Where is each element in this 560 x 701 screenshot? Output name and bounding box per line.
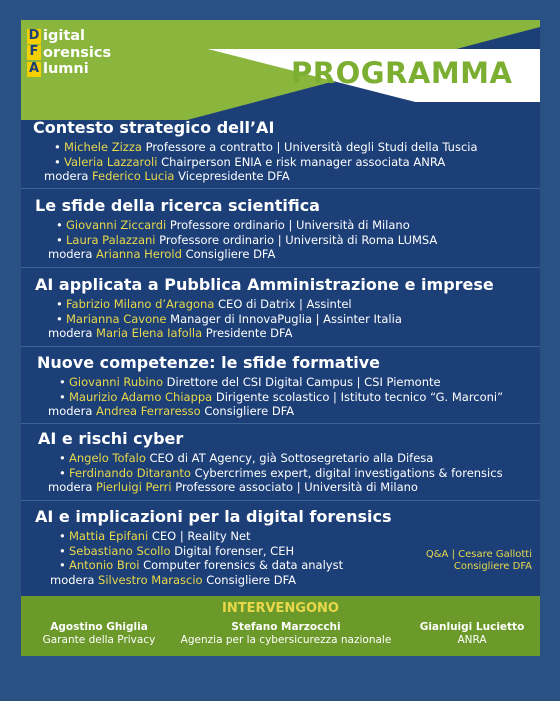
footer-speaker [171,621,401,647]
speaker-name: Valeria Lazzaroli [64,154,158,169]
speaker-name: Michele Zizza [64,140,142,154]
list-item: • Michele Zizza Professore a contratto | Università degli Studi della Tuscia [54,140,478,154]
speaker-role: Digital forenser, CEH [174,543,295,558]
footer-speaker-role: Garante della Privacy [42,634,156,646]
speaker-name: Mattia Epifani [69,529,149,543]
section-title: AI e implicazioni per la digital forensics [35,507,392,526]
list-item: • Mattia Epifani CEO | Reality Net [59,529,251,543]
moderator-name: Silvestro Marascio [98,572,203,587]
moderator [21,326,540,341]
list-item: • Antonio Broi Computer forensics & data analyst [59,558,344,572]
footer-speaker-name: Stefano Marzocchi [231,621,341,633]
divider [21,267,540,268]
footer-speaker-role: ANRA [457,634,487,646]
section-competenze [21,353,540,419]
list-item: • Valeria Lazzaroli Chairperson ENIA e risk manager associata ANRA [54,154,446,169]
moderator-name: Arianna Herold [96,247,182,261]
moderator-name: Pierluigi Perri [96,480,172,494]
page-title: PROGRAMMA [291,56,513,90]
moderator-label: modera [48,247,93,261]
speaker-name: Angelo Tofalo [69,451,146,465]
list-item: • Maurizio Adamo Chiappa Dirigente scolastico | Istituto tecnico “G. Marconi” [59,389,504,404]
speaker-role: Cybercrimes expert, digital investigations & forensics [194,465,503,480]
speaker-role: CEO di Datrix | Assintel [218,297,352,311]
list-item: • Marianna Cavone Manager di InnovaPuglia | Assinter Italia [56,311,402,326]
speaker-role: CEO | Reality Net [151,529,251,543]
section-rischi-cyber [21,429,540,495]
moderator-role: Vicepresidente DFA [178,169,290,183]
footer-speaker-name: Gianluigi Lucietto [419,621,525,633]
speaker-name: Ferdinando Ditaranto [69,465,191,480]
speaker-name: Maurizio Adamo Chiappa [69,389,213,404]
moderator [21,247,540,262]
speaker-role: Professore ordinario | Università di Roma LUMSA [159,232,438,247]
list-item: • Giovanni Rubino Direttore del CSI Digital Campus | CSI Piemonte [59,375,441,389]
moderator-label: modera [50,572,95,587]
moderator [21,169,540,184]
footer-speaker-name: Agostino Ghiglia [50,621,148,633]
logo-letter: A [28,60,40,76]
footer-band [21,596,540,656]
dfa-logo [27,28,111,78]
list-item: • Laura Palazzani Professore ordinario | Università di Roma LUMSA [56,232,438,247]
divider [21,423,540,424]
moderator-role: Consigliere DFA [206,572,297,587]
list-item: • Giovanni Ziccardi Professore ordinario | Università di Milano [56,218,410,232]
moderator-label: modera [48,404,93,418]
speaker-role: Professore a contratto | Università degli Studi della Tuscia [145,140,478,154]
moderator-name: Federico Lucia [92,169,175,183]
moderator [21,404,540,419]
speaker-name: Laura Palazzani [66,232,156,247]
section-title: AI applicata a Pubblica Amministrazione e imprese [35,275,494,294]
list-item: • Angelo Tofalo CEO di AT Agency, già Sottosegretario alla Difesa [59,451,434,465]
qa-line: Consigliere DFA [453,561,532,572]
section-title: Nuove competenze: le sfide formative [37,353,380,372]
section-digital-forensics [21,507,540,587]
logo-text: orensics [43,44,112,61]
logo-letter: F [27,45,41,60]
moderator-role: Professore associato | Università di Milano [175,480,418,494]
moderator-label: modera [48,480,93,494]
moderator [21,573,540,588]
moderator-label: modera [44,169,89,183]
speaker-role: Direttore del CSI Digital Campus | CSI Piemonte [166,375,441,389]
footer-speaker [409,621,535,647]
divider [21,500,540,501]
section-title: Le sfide della ricerca scientifica [35,196,320,215]
divider [21,188,540,189]
divider [21,346,540,347]
speaker-name: Marianna Cavone [66,311,167,326]
speaker-role: Manager di InnovaPuglia | Assinter Italia [170,311,402,326]
moderator-role: Consigliere DFA [204,404,295,418]
section-title: AI e rischi cyber [38,429,184,448]
speaker-name: Giovanni Ziccardi [66,218,167,232]
logo-text: igital [43,28,86,44]
speaker-role: Professore ordinario | Università di Milano [169,218,410,232]
footer-speaker [29,621,169,647]
moderator-name: Maria Elena Iafolla [96,326,203,340]
speaker-role: CEO di AT Agency, già Sottosegretario alla Difesa [149,451,434,465]
qa-note [426,549,532,573]
speaker-name: Fabrizio Milano d’Aragona [66,297,215,311]
speaker-name: Giovanni Rubino [69,375,164,389]
section-contesto [21,118,540,184]
section-ricerca [21,196,540,262]
logo-letter: D [28,27,40,43]
list-item: • Fabrizio Milano d’Aragona CEO di Datrix | Assintel [56,297,352,311]
section-pa-imprese [21,275,540,341]
speaker-role: Dirigente scolastico | Istituto tecnico “G. Marconi” [215,389,504,404]
speaker-name: Antonio Broi [69,558,140,572]
list-item: • Sebastiano Scollo Digital forenser, CEH [59,543,295,558]
qa-line: Q&A | Cesare Gallotti [425,549,532,560]
footer-title: INTERVENGONO [222,601,339,616]
footer-speaker-role: Agenzia per la cybersicurezza nazionale [180,634,392,646]
moderator-label: modera [48,326,93,340]
section-title: Contesto strategico dell’AI [33,118,275,137]
logo-text: lumni [43,61,89,77]
moderator [21,480,540,495]
moderator-role: Presidente DFA [205,326,293,340]
poster [21,20,540,656]
speaker-role: Computer forensics & data analyst [143,558,344,572]
moderator-name: Andrea Ferraresso [96,404,201,418]
speaker-role: Chairperson ENIA e risk manager associata ANRA [161,154,446,169]
speaker-name: Sebastiano Scollo [69,543,171,558]
moderator-role: Consigliere DFA [185,247,276,261]
list-item: • Ferdinando Ditaranto Cybercrimes expert, digital investigations & forensics [59,465,503,480]
